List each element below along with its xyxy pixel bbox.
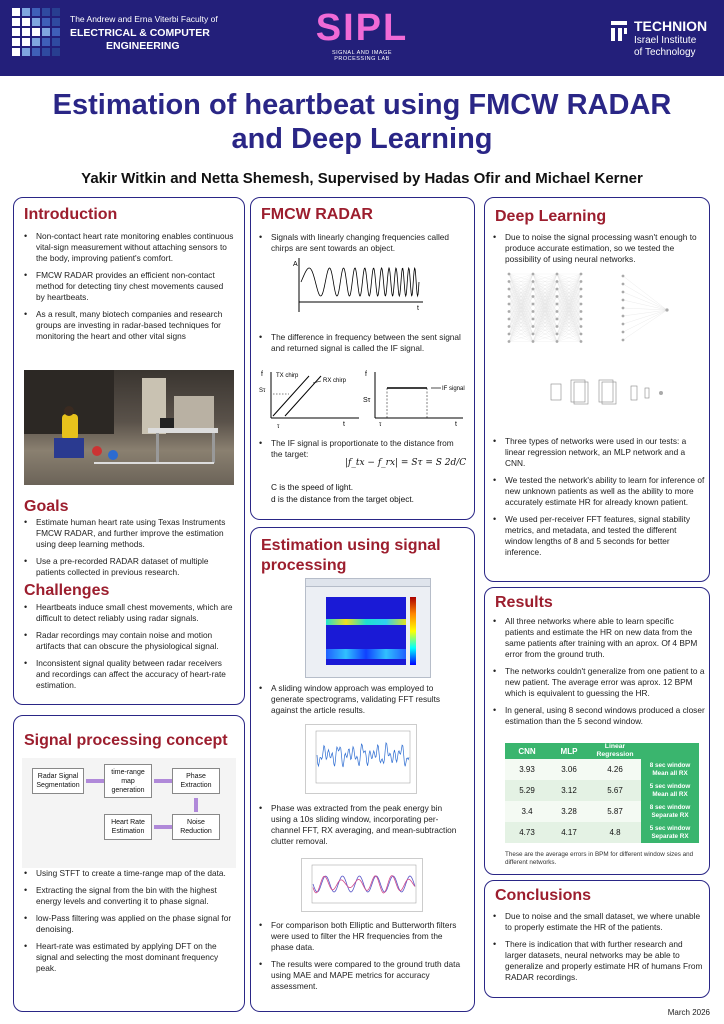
faculty-line1: The Andrew and Erna Viterbi Faculty of (70, 14, 218, 24)
row-label: 8 sec window Mean all RX (641, 759, 699, 780)
time-axis-label: t (343, 421, 345, 428)
intro-goals-challenges-panel (13, 197, 245, 705)
col-header (641, 743, 699, 759)
formula-notes (271, 481, 414, 505)
col-header: MLP (549, 743, 589, 759)
table-row (505, 822, 699, 843)
distance-formula: |f_tx − f_rx| = Sτ = S 2d/C (345, 458, 467, 468)
tau-label: τ (379, 422, 382, 428)
table-cell: 3.28 (549, 801, 589, 822)
radar-setup-photo (24, 370, 234, 485)
flow-arrow (154, 825, 172, 829)
list-item: • There is indication that with further research and larger datasets, neural networks may be able to generalize and properly estimate HR of humans From RADAR recordings. (493, 939, 705, 983)
table-row (505, 759, 699, 780)
technion-line2: Israel Institute (634, 35, 697, 46)
estimation-panel (250, 527, 475, 1012)
goals-heading: Goals (24, 498, 69, 515)
list-item: • Due to noise and the small dataset, we where unable to properly estimate the HR of the patients. (493, 911, 705, 933)
sipl-logo (314, 6, 410, 62)
list-item: • Use a pre-recorded RADAR dataset of multiple patients collected in previous research. (24, 556, 236, 578)
colorbar (410, 597, 416, 665)
list-item: • FMCW RADAR provides an efficient non-contact method for detecting tiny chest movements caused by heartbeats. (24, 270, 234, 303)
list-item: • For comparison both Elliptic and Butterworth filters were used to filter the HR frequencies from the phase data. (259, 920, 464, 953)
table-cell: 5.67 (589, 780, 641, 801)
estimation-heading-line1: Estimation using signal (261, 537, 441, 554)
col-header: CNN (505, 743, 549, 759)
flow-diagram (22, 758, 236, 868)
list-item: • Using STFT to create a time-range map of the data. (24, 868, 236, 879)
phase-signal-figure (305, 724, 417, 794)
row-label: 8 sec window Separate RX (641, 801, 699, 822)
tau-label: τ (277, 424, 280, 430)
linear-regression-diagram (622, 275, 669, 342)
results-heading: Results (495, 594, 553, 611)
estimation-heading (261, 536, 441, 576)
table-cell: 3.93 (505, 759, 549, 780)
list-item: • Extracting the signal from the bin with the highest energy levels and converting it to phase signal. (24, 885, 236, 907)
table-cell: 3.4 (505, 801, 549, 822)
results-list (493, 616, 705, 733)
conclusions-list (493, 911, 705, 989)
spectrogram-image (326, 597, 406, 665)
spectrogram-figure (305, 578, 431, 678)
authors: Yakir Witkin and Netta Shemesh, Supervised by Hadas Ofir and Michael Kerner (81, 170, 643, 187)
filtered-hr-figure (301, 858, 423, 912)
estimation-list-2 (259, 803, 464, 853)
col-header: Linear Regression (589, 743, 641, 759)
rx-chirp-label: RX chirp (323, 378, 347, 384)
freq-axis-label: f (365, 371, 367, 378)
fmcw-panel (250, 197, 475, 520)
cnn-network-diagram (551, 380, 663, 404)
flow-arrow (86, 779, 104, 783)
list-item: • We tested the network's ability to learn for inference of new unknown patients as well as the ability to more accurately estimate HR for already known patient. (493, 475, 705, 508)
conclusions-heading: Conclusions (495, 887, 592, 904)
row-label: 5 sec window Separate RX (641, 822, 699, 843)
table-cell: 3.06 (549, 759, 589, 780)
table-cell: 5.87 (589, 801, 641, 822)
title-line2: and Deep Learning (231, 123, 493, 155)
row-label: 5 sec window Mean all RX (641, 780, 699, 801)
table-cell: 4.26 (589, 759, 641, 780)
list-item: • The IF signal is proportionate to the distance from the target: (259, 438, 464, 460)
deep-learning-heading: Deep Learning (495, 208, 607, 225)
estimation-list-1 (259, 683, 464, 722)
network-architectures-figure (499, 266, 699, 428)
flow-step-noise: Noise Reduction (172, 814, 220, 840)
introduction-list (24, 231, 234, 348)
signal-concept-panel (13, 715, 245, 1012)
flow-step-segmentation: Radar Signal Segmentation (32, 768, 84, 794)
estimation-heading-line2: processing (261, 557, 347, 574)
technion-name: TECHNION (634, 18, 708, 34)
note-speed-of-light: C is the speed of light. (271, 482, 354, 492)
table-cell: 4.17 (549, 822, 589, 843)
list-item: • low-Pass filtering was applied on the phase signal for denoising. (24, 913, 236, 935)
table-row (505, 801, 699, 822)
amplitude-axis-label: A (293, 261, 298, 268)
faculty-name (70, 14, 218, 52)
table-cell: 4.8 (589, 822, 641, 843)
time-axis-label: t (455, 421, 457, 428)
list-item: • We used per-receiver FFT features, signal stability metrics, and metadata, and tested the different window lengths of 8 and 5 seconds for better inference. (493, 514, 705, 558)
note-distance: d is the distance from the target object. (271, 494, 414, 504)
goals-list (24, 517, 236, 584)
faculty-line2: ELECTRICAL & COMPUTER (70, 27, 210, 39)
list-item: • Inconsistent signal quality between radar receivers and recordings can affect the accuracy of heart-rate estimation. (24, 658, 236, 691)
faculty-logo (12, 8, 62, 64)
table-cell: 5.29 (505, 780, 549, 801)
table-row (505, 780, 699, 801)
sipl-logo-text: SIPL (315, 7, 409, 49)
list-item: • Heart-rate was estimated by applying DFT on the signal and selecting the most dominant frequency peak. (24, 941, 236, 974)
signal-concept-heading: Signal processing concept (24, 732, 228, 749)
deep-learning-list-2 (493, 436, 705, 564)
list-item: • Radar recordings may contain noise and motion artifacts that can obscure the physiological signal. (24, 630, 236, 652)
estimation-list-3 (259, 920, 464, 998)
list-item: • Estimate human heart rate using Texas Instruments FMCW RADAR, and further improve the estimation using deep learning methods. (24, 517, 236, 550)
faculty-line3: ENGINEERING (106, 40, 180, 52)
list-item: • Heartbeats induce small chest movements, which are difficult to detect reliably using radar signals. (24, 602, 236, 624)
technion-line3: of Technology (634, 47, 696, 58)
list-item: • Non-contact heart rate monitoring enables continuous vital-sign measurement without attaching sensors to the body, improving patient's comfort. (24, 231, 234, 264)
tx-chirp-label: TX chirp (276, 373, 299, 379)
table-caption: These are the average errors in BPM for different window sizes and different networks. (505, 851, 694, 866)
challenges-heading: Challenges (24, 582, 110, 599)
poster-title (0, 88, 724, 156)
chirp-waveform (301, 268, 419, 296)
header-banner (0, 0, 724, 76)
table-cell: 4.73 (505, 822, 549, 843)
flow-step-timerange: time-range map generation (104, 764, 152, 798)
signal-concept-list (24, 868, 236, 980)
fmcw-list-2 (259, 332, 467, 360)
table-header-row (505, 743, 699, 759)
title-line1: Estimation of heartbeat using FMCW RADAR (52, 89, 672, 121)
table-cell: 3.12 (549, 780, 589, 801)
flow-step-phase: Phase Extraction (172, 768, 220, 794)
time-axis-label: t (417, 305, 419, 312)
mlp-network-diagram (508, 273, 583, 343)
flow-arrow (194, 798, 198, 812)
list-item: • In general, using 8 second windows produced a closer estimation than the 5 second window. (493, 705, 705, 727)
if-signal-label: IF signal (442, 386, 465, 392)
list-item: • The difference in frequency between the sent signal and returned signal is called the IF signal. (259, 332, 467, 354)
flow-arrow (154, 779, 172, 783)
list-item: • Three types of networks were used in our tests: a linear regression network, an MLP network and a CNN. (493, 436, 705, 469)
deep-learning-panel (484, 197, 710, 582)
sipl-subtitle: SIGNAL AND IMAGE PROCESSING LAB (331, 50, 393, 62)
if-signal-plot (363, 368, 469, 430)
introduction-heading: Introduction (24, 206, 118, 223)
list-item: • A sliding window approach was employed to generate spectrograms, validating FFT results against the article results. (259, 683, 464, 716)
list-item: • The results were compared to the ground truth data using MAE and MAPE metrics for accuracy assessment. (259, 959, 464, 992)
s-tau-label: Sτ (259, 388, 266, 394)
poster-date: March 2026 (667, 1008, 710, 1017)
tx-rx-chirp-plot (259, 368, 365, 430)
flow-step-hr: Heart Rate Estimation (104, 814, 152, 840)
list-item: • Signals with linearly changing frequencies called chirps are sent towards an object. (259, 232, 464, 254)
list-item: • Due to noise the signal processing wasn't enough to produce accurate estimation, so we tested the possibility of using neural networks. (493, 232, 703, 265)
list-item: • The networks couldn't generalize from one patient to a new patient. The average error was aprox. 12 BPM which is equivalent to guessing the HR. (493, 666, 705, 699)
results-table (505, 743, 699, 843)
challenges-list (24, 602, 236, 697)
list-item: • Phase was extracted from the peak energy bin using a 10s sliding window, incorporating per-channel FFT, RX averaging, and mean-subtraction clutter removal. (259, 803, 464, 847)
conclusions-panel (484, 880, 710, 998)
fmcw-heading: FMCW RADAR (261, 206, 373, 223)
freq-axis-label: f (261, 371, 263, 378)
s-tau-label: Sτ (363, 397, 371, 404)
technion-icon (610, 20, 628, 42)
chirp-waveform-plot (291, 256, 431, 318)
list-item: • As a result, many biotech companies and research groups are investing in radar-based techniques for monitoring the heart and other vital signs (24, 309, 234, 342)
list-item: • All three networks where able to learn specific patients and estimate the HR on new data from the same patients after training with an aprox. Of 4 BPM error from the ground truth. (493, 616, 705, 660)
results-panel (484, 587, 710, 875)
